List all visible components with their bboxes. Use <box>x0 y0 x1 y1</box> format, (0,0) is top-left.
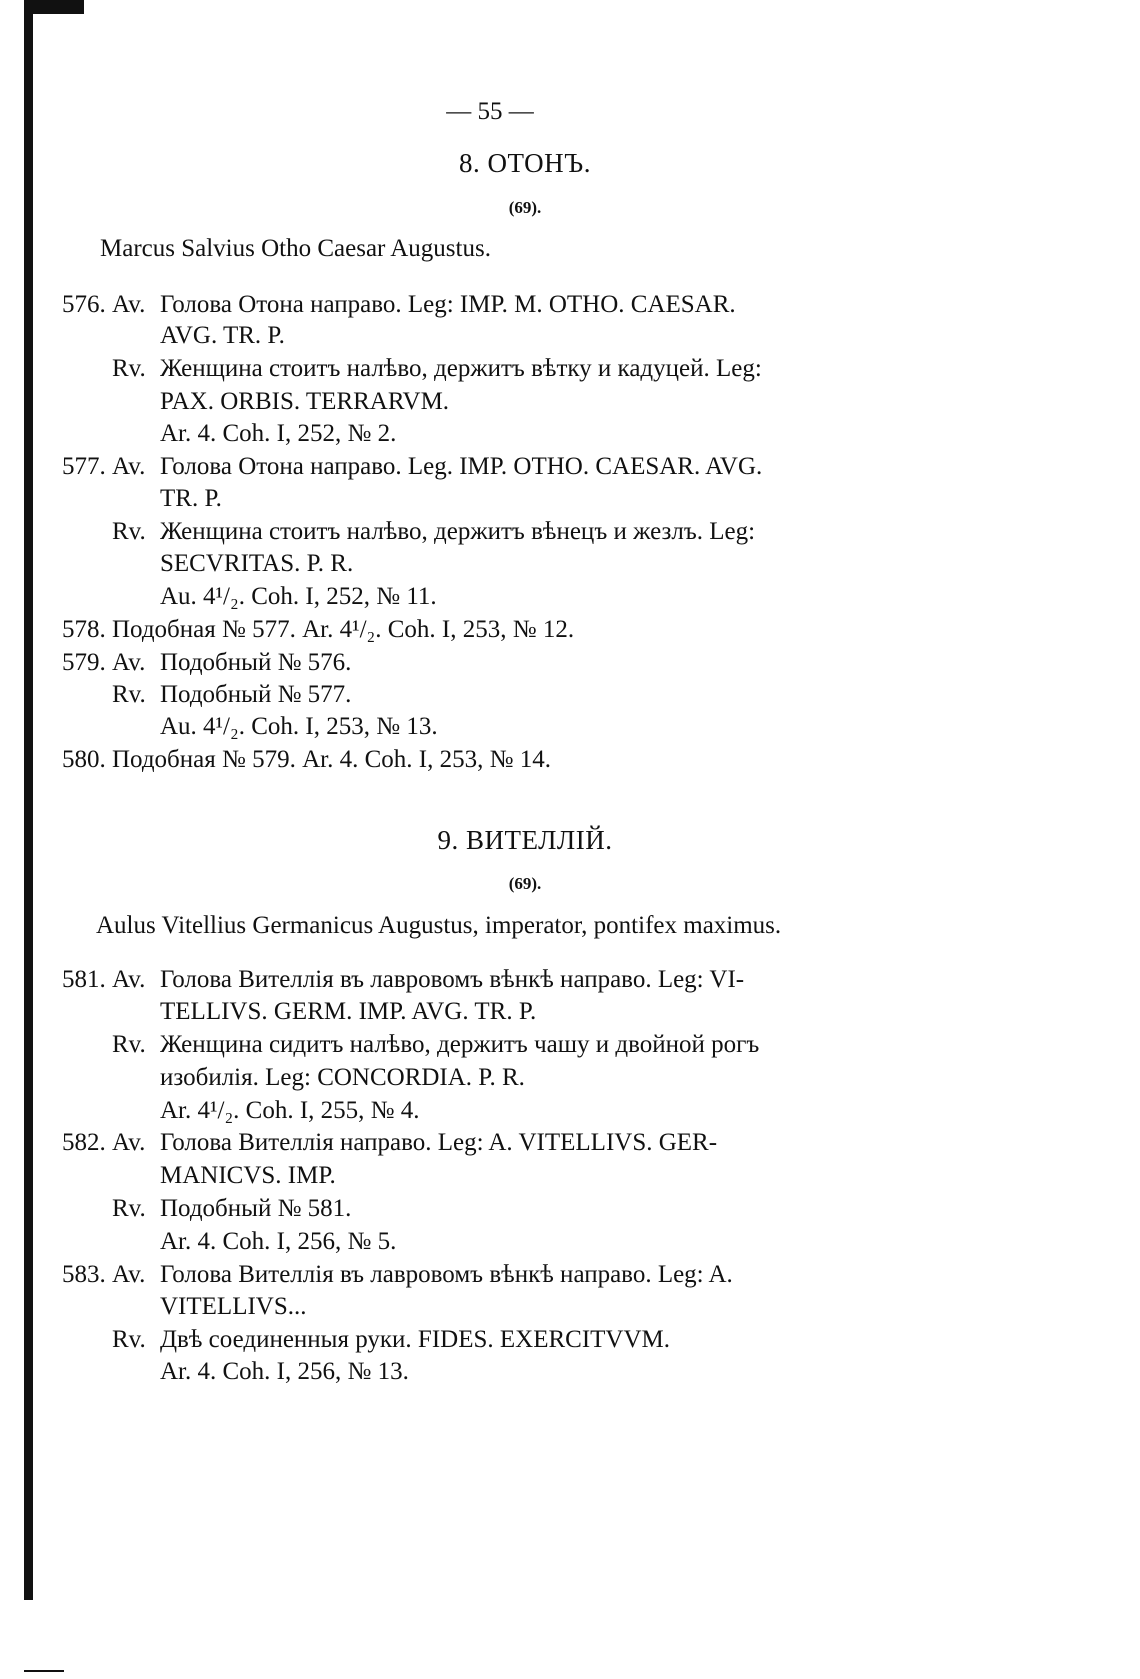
line-text: TR. P. <box>160 485 222 512</box>
line-text: Au. 4¹/₂. Coh. I, 253, № 13. <box>160 713 438 740</box>
line-text: Голова Вителлія въ лавровомъ вѣнкѣ направо. Leg: VI- <box>160 966 745 993</box>
line-text: Au. 4¹/₂. Coh. I, 252, № 11. <box>160 583 437 610</box>
line-text: Женщина стоитъ налѣво, держитъ вѣнецъ и жезлъ. Leg: <box>160 518 756 545</box>
side-label: Av. <box>112 649 146 676</box>
line-text: Подобный № 577. <box>160 681 352 708</box>
section-title: 9. ВИТЕЛЛІЙ. <box>437 825 613 855</box>
side-label: Av. <box>112 453 146 480</box>
side-label: Rv. <box>112 1326 146 1353</box>
entry-number: 579. <box>62 649 106 676</box>
entry-number: 583. <box>62 1261 106 1288</box>
line-text: Голова Отона направо. Leg: IMP. M. OTHO. CAESAR. <box>160 291 736 318</box>
line-text: Подобный № 581. <box>160 1195 352 1222</box>
entry-number: 577. <box>62 453 106 480</box>
line-text: VITELLIVS... <box>160 1293 307 1320</box>
page-number: — 55 — <box>446 98 534 125</box>
line-text: Голова Вителлія направо. Leg: A. VITELLIVS. GER- <box>160 1129 718 1156</box>
line-text: Ar. 4¹/₂. Coh. I, 255, № 4. <box>160 1097 420 1124</box>
section-date: (69). <box>508 198 542 217</box>
line-text: Голова Вителлія въ лавровомъ вѣнкѣ направо. Leg: A. <box>160 1261 733 1288</box>
emperor-full-name: Aulus Vitellius Germanicus Augustus, imperator, pontifex maximus. <box>96 912 782 939</box>
line-text: Ar. 4. Coh. I, 256, № 13. <box>160 1358 409 1385</box>
line-text: Подобная № 579. Ar. 4. Coh. I, 253, № 14. <box>112 746 551 773</box>
side-label: Av. <box>112 966 146 993</box>
line-text: Подобная № 577. Ar. 4¹/₂. Coh. I, 253, № 12. <box>112 616 575 643</box>
line-text: MANICVS. IMP. <box>160 1162 336 1189</box>
line-text: Подобный № 576. <box>160 649 352 676</box>
entry-number: 582. <box>62 1129 106 1156</box>
line-text: AVG. TR. P. <box>160 322 285 349</box>
line-text: TELLIVS. GERM. IMP. AVG. TR. P. <box>160 998 537 1025</box>
entry-number: 581. <box>62 966 106 993</box>
line-text: Женщина сидитъ налѣво, держитъ чашу и двойной рогъ <box>160 1031 760 1058</box>
section-title: 8. ОТОНЪ. <box>459 148 591 178</box>
line-text: Ar. 4. Coh. I, 256, № 5. <box>160 1228 397 1255</box>
line-text: Голова Отона направо. Leg. IMP. OTHO. CAESAR. AVG. <box>160 453 763 480</box>
side-label: Rv. <box>112 681 146 708</box>
emperor-full-name: Marcus Salvius Otho Caesar Augustus. <box>100 235 491 262</box>
line-text: PAX. ORBIS. TERRARVM. <box>160 388 450 415</box>
entry-number: 578. <box>62 616 106 643</box>
line-text: изобилія. Leg: CONCORDIA. P. R. <box>160 1064 525 1091</box>
line-text: Ar. 4. Coh. I, 252, № 2. <box>160 420 397 447</box>
side-label: Rv. <box>112 1195 146 1222</box>
entry-number: 576. <box>62 291 106 318</box>
section-date: (69). <box>508 874 542 893</box>
side-label: Rv. <box>112 518 146 545</box>
entry-number: 580. <box>62 746 106 773</box>
side-label: Av. <box>112 1261 146 1288</box>
line-text: Женщина стоитъ налѣво, держитъ вѣтку и кадуцей. Leg: <box>160 355 762 382</box>
line-text: SECVRITAS. P. R. <box>160 550 354 577</box>
line-text: Двѣ соединенныя руки. FIDES. EXERCITVVM. <box>160 1326 671 1353</box>
side-label: Rv. <box>112 355 146 382</box>
side-label: Av. <box>112 291 146 318</box>
side-label: Rv. <box>112 1031 146 1058</box>
side-label: Av. <box>112 1129 146 1156</box>
